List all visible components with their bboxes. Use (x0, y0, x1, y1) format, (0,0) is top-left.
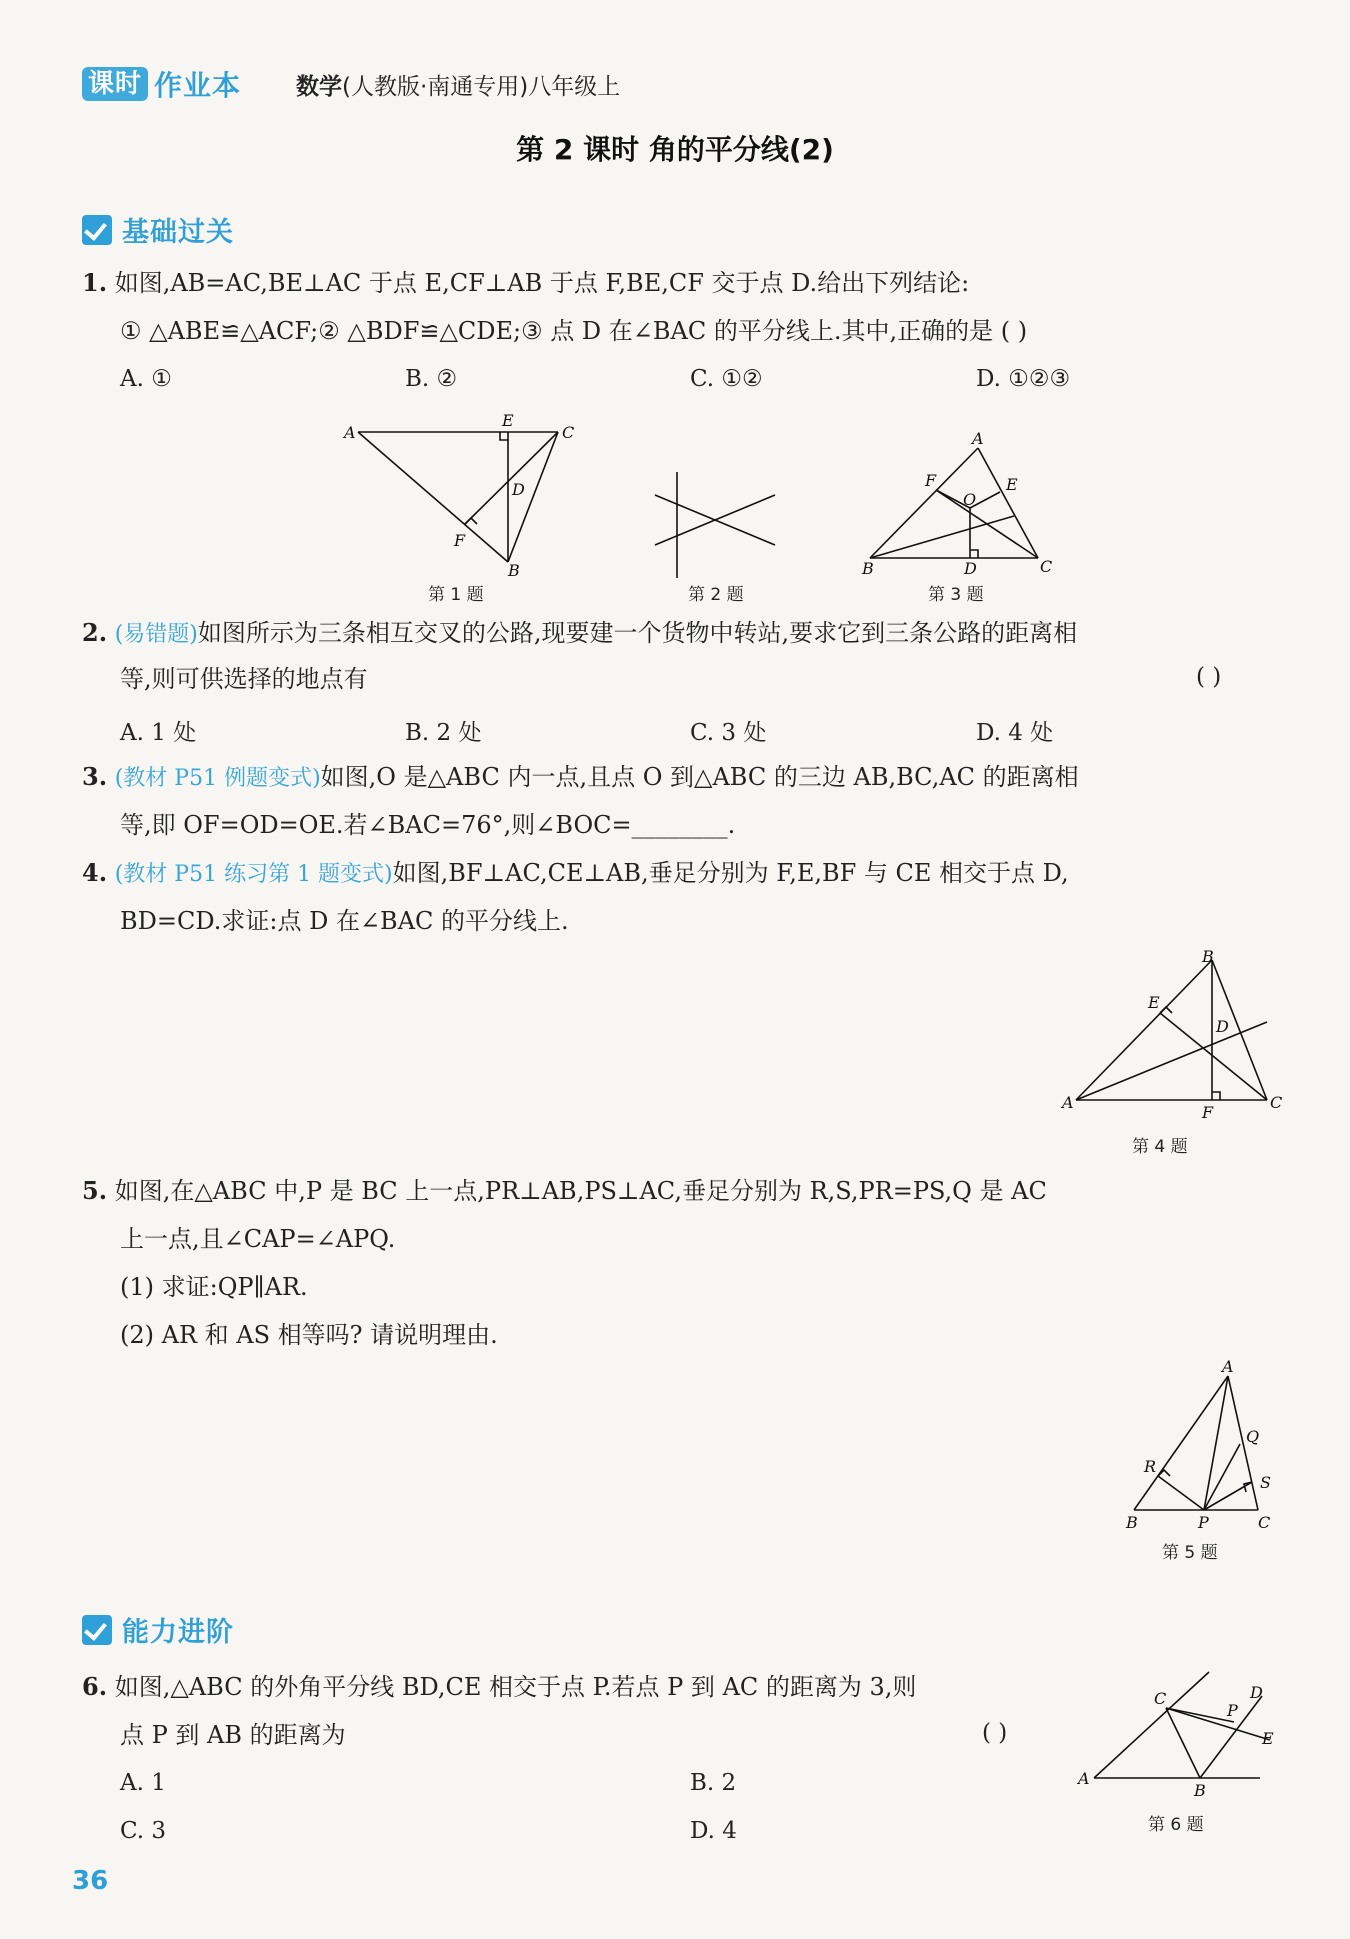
check-icon (82, 215, 112, 245)
svg-text:C: C (1270, 1093, 1282, 1112)
svg-text:B: B (1126, 1513, 1138, 1530)
caption-fig5: 第 5 题 (1162, 1543, 1218, 1563)
svg-text:B: B (1202, 950, 1214, 966)
q2-text1: 如图所示为三条相互交叉的公路,现要建一个货物中转站,要求它到三条公路的距离相 (197, 619, 1078, 647)
q2-tag: (易错题) (114, 622, 198, 647)
q4-tag: (教材 P51 练习第 1 题变式) (114, 862, 393, 887)
svg-text:S: S (1260, 1473, 1271, 1492)
caption-fig2: 第 2 题 (688, 585, 744, 605)
q5-line2: 上一点,且∠CAP=∠APQ. (120, 1225, 396, 1253)
q2-option-c: C. 3 处 (690, 720, 767, 746)
subject-name: 数学 (296, 74, 342, 100)
figure-5 (1118, 1360, 1288, 1530)
q2-option-b: B. 2 处 (405, 720, 482, 746)
q5-number: 5. (82, 1176, 108, 1205)
caption-fig1: 第 1 题 (428, 585, 484, 605)
svg-text:P: P (1227, 1701, 1238, 1720)
logo-mark: 课时 (82, 67, 148, 101)
svg-text:E: E (1148, 993, 1160, 1012)
svg-text:E: E (1006, 475, 1018, 494)
q2-answer-paren: ( ) (1196, 664, 1222, 690)
q1-option-d: D. ①②③ (976, 366, 1071, 392)
figure-6 (1072, 1660, 1290, 1810)
svg-text:C: C (1040, 557, 1053, 576)
q6-line1 (82, 1672, 916, 1702)
q4-line1 (82, 858, 1069, 890)
logo-text: 作业本 (154, 69, 242, 102)
q5-line1 (82, 1176, 1047, 1206)
header-subject (296, 68, 620, 101)
series-logo (82, 66, 241, 102)
section-basic (82, 210, 234, 249)
q2-line1 (82, 618, 1077, 650)
section-advanced (82, 1610, 234, 1649)
edition-info: (人教版·南通专用)八年级上 (342, 74, 621, 100)
svg-text:O: O (963, 490, 977, 509)
svg-text:C: C (1258, 1513, 1271, 1530)
q6-option-a: A. 1 (120, 1770, 166, 1796)
svg-text:B: B (862, 559, 874, 578)
q5-part1: (1) 求证:QP∥AR. (120, 1273, 308, 1301)
q1-option-c: C. ①② (690, 366, 763, 392)
q3-tag: (教材 P51 例题变式) (114, 766, 321, 791)
q1-line2: ① △ABE≌△ACF;② △BDF≌△CDE;③ 点 D 在∠BAC 的平分线上.其中,正确的是 ( ) (120, 317, 1028, 345)
svg-text:A: A (972, 430, 984, 448)
q6-option-b: B. 2 (690, 1770, 737, 1796)
q2-number: 2. (82, 618, 108, 647)
q6-number: 6. (82, 1672, 108, 1701)
q1-option-a: A. ① (120, 366, 172, 392)
q6-line2: 点 P 到 AB 的距离为 (120, 1721, 346, 1749)
figure-4 (1052, 950, 1282, 1120)
caption-fig3: 第 3 题 (928, 585, 984, 605)
svg-text:B: B (508, 561, 520, 580)
q6-option-c: C. 3 (120, 1818, 167, 1844)
q3-number: 3. (82, 762, 108, 791)
q1-number: 1. (82, 268, 108, 297)
q3-text1: 如图,O 是△ABC 内一点,且点 O 到△ABC 的三边 AB,BC,AC 的距离相 (320, 763, 1079, 791)
q1-option-b: B. ② (405, 366, 458, 392)
section-basic-label: 基础过关 (122, 217, 234, 248)
q4-number: 4. (82, 858, 108, 887)
q1-line1 (82, 268, 969, 298)
svg-text:D: D (964, 559, 977, 578)
q2-line2: 等,则可供选择的地点有 (120, 665, 368, 693)
svg-text:C: C (1154, 1689, 1167, 1708)
q2-option-a: A. 1 处 (120, 720, 197, 746)
svg-text:B: B (1194, 1781, 1206, 1800)
svg-text:C: C (562, 423, 575, 442)
svg-text:D: D (512, 480, 525, 499)
svg-text:E: E (502, 411, 514, 430)
svg-text:A: A (1078, 1769, 1090, 1788)
q2-option-d: D. 4 处 (976, 720, 1054, 746)
svg-text:P: P (1198, 1513, 1209, 1530)
svg-text:R: R (1144, 1457, 1157, 1476)
pencil-check-icon (82, 1615, 112, 1645)
section-advanced-label: 能力进阶 (122, 1617, 234, 1648)
q1-text1: 如图,AB=AC,BE⊥AC 于点 E,CF⊥AB 于点 F,BE,CF 交于点 D.给出下列结论: (114, 269, 970, 297)
svg-text:A: A (1062, 1093, 1074, 1112)
svg-text:E: E (1262, 1729, 1274, 1748)
svg-text:A: A (344, 423, 356, 442)
lesson-title: 第 2 课时 角的平分线(2) (516, 133, 834, 166)
figure-2 (650, 470, 790, 580)
q5-text1: 如图,在△ABC 中,P 是 BC 上一点,PR⊥AB,PS⊥AC,垂足分别为 R,S,PR=PS,Q 是 AC (114, 1177, 1047, 1205)
caption-fig6: 第 6 题 (1148, 1815, 1204, 1835)
figure-3 (860, 430, 1060, 580)
q3-line1 (82, 762, 1079, 794)
svg-text:F: F (1202, 1103, 1214, 1120)
figure-1 (330, 410, 590, 580)
q3-line2: 等,即 OF=OD=OE.若∠BAC=76°,则∠BOC=________. (120, 811, 736, 839)
q4-line2: BD=CD.求证:点 D 在∠BAC 的平分线上. (120, 907, 569, 935)
q6-answer-paren: ( ) (982, 1720, 1008, 1746)
caption-fig4: 第 4 题 (1132, 1137, 1188, 1157)
q6-text1: 如图,△ABC 的外角平分线 BD,CE 相交于点 P.若点 P 到 AC 的距离为 3,则 (114, 1673, 917, 1701)
q5-part2: (2) AR 和 AS 相等吗? 请说明理由. (120, 1321, 498, 1349)
q6-option-d: D. 4 (690, 1818, 737, 1844)
q4-text1: 如图,BF⊥AC,CE⊥AB,垂足分别为 F,E,BF 与 CE 相交于点 D, (392, 859, 1069, 887)
svg-text:F: F (925, 471, 937, 490)
svg-text:D: D (1250, 1683, 1263, 1702)
svg-text:F: F (454, 531, 466, 550)
svg-text:Q: Q (1246, 1427, 1260, 1446)
page-number: 36 (72, 1866, 109, 1896)
svg-text:D: D (1216, 1017, 1229, 1036)
svg-text:A: A (1222, 1360, 1234, 1376)
